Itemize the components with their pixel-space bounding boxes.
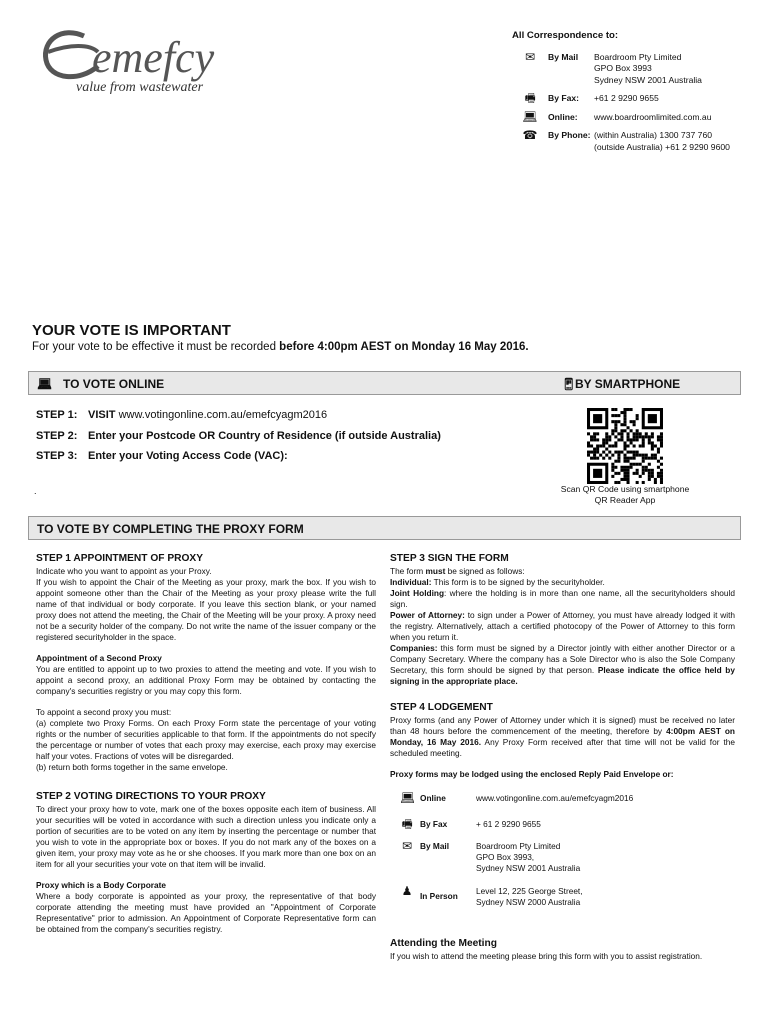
correspondence-value: www.boardroomlimited.com.au bbox=[594, 111, 712, 122]
online-step-3: STEP 3: Enter your Voting Access Code (VAC): bbox=[36, 450, 288, 462]
step1-title: STEP 1 APPOINTMENT OF PROXY bbox=[36, 553, 203, 564]
vote-online-heading: TO VOTE ONLINE bbox=[63, 377, 165, 391]
logo-wordmark: emefcy bbox=[92, 33, 215, 82]
correspondence-value: +61 2 9290 9655 bbox=[594, 93, 659, 103]
fax-icon: 🖷︎ bbox=[401, 817, 413, 831]
step4-section: STEP 4 LODGEMENT Proxy forms (and any Power of Attorney under which it is signed) must be received no later than 48 hours before the commencement of the meeting, therefore by 4:00pm AEST on Monday, 16 May 2016. Any Proxy Form received after that time will not be valid for the scheduled meeting. Proxy forms may be lodged using the enclosed Reply Paid Envelope or: bbox=[390, 702, 735, 779]
correspondence-label: Online: bbox=[548, 111, 578, 122]
step4-title: STEP 4 LODGEMENT bbox=[390, 702, 493, 713]
lodgement-value: Boardroom Pty Limited GPO Box 3993, Sydney NSW 2001 Australia bbox=[476, 841, 581, 873]
person-icon: ♟︎ bbox=[401, 884, 413, 898]
lodgement-label: Online bbox=[420, 793, 446, 803]
online-step-1: STEP 1: VISIT www.votingonline.com.au/emefcyagm2016 bbox=[36, 409, 328, 421]
fax-icon: 🖷︎ bbox=[524, 91, 536, 105]
lodged-title: Proxy forms may be lodged using the enclosed Reply Paid Envelope or: bbox=[390, 769, 674, 779]
correspondence-row bbox=[512, 93, 762, 105]
lodgement-value: Level 12, 225 George Street, Sydney NSW 2000 Australia bbox=[476, 886, 583, 907]
laptop-icon: 💻︎ bbox=[400, 791, 416, 805]
step3-section: STEP 3 SIGN THE FORM The form must be signed as follows: Individual: This form is to be signed by the securityholder. Joint Holding: where the holding is in more than one name, all the securityholders should sign. Power of Attorney: to sign under a Power of Attorney, you must have already lodged it with the registry. Alternatively, attach a certified photocopy of the Power of Attorney to this form when you return it. Companies: this form must be signed by a Director jointly with either another Director or a Company Secretary. Where the company has a Sole Director who is also the Sole Company Secretary, this form should be signed by that person. Please indicate the office held by signing in the appropriate place. bbox=[390, 553, 736, 686]
correspondence-value: Boardroom Pty Limited GPO Box 3993 Sydney NSW 2001 Australia bbox=[594, 51, 702, 85]
step1-section: STEP 1 APPOINTMENT OF PROXY Indicate who you want to appoint as your Proxy. If you wish to appoint the Chair of the Meeting as your proxy, mark the box. If you wish to appoint someone other than the Chair of the Meeting as your proxy please write the full name of that individual or body corporate. If you leave this section blank, or your named proxy does not attend the meeting, the Chair of the Meeting will be your proxy. A proxy need not be a security holder of the company. Do not write the name of the issuer company or the registered securityholder in the space. Appointment of a Second Proxy You are entitled to appoint up to two proxies to attend the meeting and vote. If you wish to appoint a second proxy, an additional Proxy Form may be obtained by contacting the company's securities registry or you may copy this form. To appoint a second proxy you must: (a) complete two Proxy Forms. On each Proxy Form state the percentage of your voting rights or the number of securities applicable to that form. If the appointments do not specify the percentage or number of votes that each proxy may exercise, each proxy may exercise half your votes. Fractions of votes will be disregarded. (b) return both forms together in the same envelope. bbox=[36, 553, 376, 772]
step2-title: STEP 2 VOTING DIRECTIONS TO YOUR PROXY bbox=[36, 791, 266, 802]
envelope-icon: ✉︎ bbox=[401, 839, 413, 853]
correspondence-row bbox=[512, 109, 762, 124]
laptop-icon: 💻︎ bbox=[522, 109, 538, 124]
vote-deadline: For your vote to be effective it must be recorded before 4:00pm AEST on Monday 16 May 2016. bbox=[32, 341, 529, 353]
attending-section: Attending the Meeting If you wish to attend the meeting please bring this form with you to assist registration. bbox=[390, 938, 735, 962]
stray-dot: . bbox=[34, 486, 37, 496]
correspondence-row bbox=[512, 130, 762, 153]
correspondence-label: By Phone: bbox=[548, 130, 591, 140]
correspondence-block bbox=[512, 30, 762, 160]
attending-title: Attending the Meeting bbox=[390, 938, 497, 949]
lodgement-value[interactable]: www.votingonline.com.au/emefcyagm2016 bbox=[476, 793, 634, 803]
lodgement-methods bbox=[390, 793, 735, 933]
smartphone-heading: BY SMARTPHONE bbox=[575, 377, 681, 391]
step2-section: STEP 2 VOTING DIRECTIONS TO YOUR PROXY To direct your proxy how to vote, mark one of the boxes opposite each item of business. All your securities will be voted in accordance with such a direction unless you indicate only a portion of securities are to be voted on any item by inserting the percentage or number that you wish to vote in the appropriate box or boxes. If you do not mark any of the boxes on a given item, your proxy may vote as he or she chooses. If you mark more than one box on an item for all your securities your vote on that item will be invalid. Proxy which is a Body Corporate Where a body corporate is appointed as your proxy, the representative of that body corporate attending the meeting must have provided an "Appointment of Corporate Representative" prior to admission. An Appointment of Corporate Representative form can be obtained from the company's securities registry. bbox=[36, 791, 376, 934]
vote-online-band bbox=[28, 371, 741, 395]
phone-icon: ☎︎ bbox=[522, 128, 538, 142]
logo-tagline: value from wastewater bbox=[76, 80, 204, 95]
online-step-2: STEP 2: Enter your Postcode OR Country of Residence (if outside Australia) bbox=[36, 430, 441, 442]
correspondence-label: By Fax: bbox=[548, 93, 580, 103]
lodgement-label: In Person bbox=[420, 891, 458, 901]
lodgement-label: By Mail bbox=[420, 841, 450, 851]
envelope-icon: ✉︎ bbox=[524, 49, 536, 64]
correspondence-value: (within Australia) 1300 737 760 (outside Australia) +61 2 9290 9600 bbox=[594, 130, 730, 152]
step3-title: STEP 3 SIGN THE FORM bbox=[390, 553, 509, 564]
correspondence-title: All Correspondence to: bbox=[512, 30, 619, 41]
laptop-icon: 💻︎ bbox=[37, 377, 53, 391]
smartphone-icon: 📱︎ bbox=[561, 377, 577, 391]
qr-code[interactable] bbox=[587, 408, 663, 484]
lodgement-label: By Fax bbox=[420, 819, 448, 829]
correspondence-label: By Mail bbox=[548, 51, 579, 62]
qr-caption: Scan QR Code using smartphone QR Reader App bbox=[560, 484, 690, 505]
correspondence-row bbox=[512, 49, 762, 87]
body-corporate-title: Proxy which is a Body Corporate bbox=[36, 880, 167, 890]
proxy-form-band bbox=[28, 516, 741, 540]
proxy-form-heading: TO VOTE BY COMPLETING THE PROXY FORM bbox=[37, 522, 304, 536]
lodgement-value: + 61 2 9290 9655 bbox=[476, 819, 541, 829]
voting-url[interactable]: www.votingonline.com.au/emefcyagm2016 bbox=[118, 409, 328, 421]
second-proxy-title: Appointment of a Second Proxy bbox=[36, 653, 162, 663]
vote-important-title: YOUR VOTE IS IMPORTANT bbox=[32, 322, 231, 339]
